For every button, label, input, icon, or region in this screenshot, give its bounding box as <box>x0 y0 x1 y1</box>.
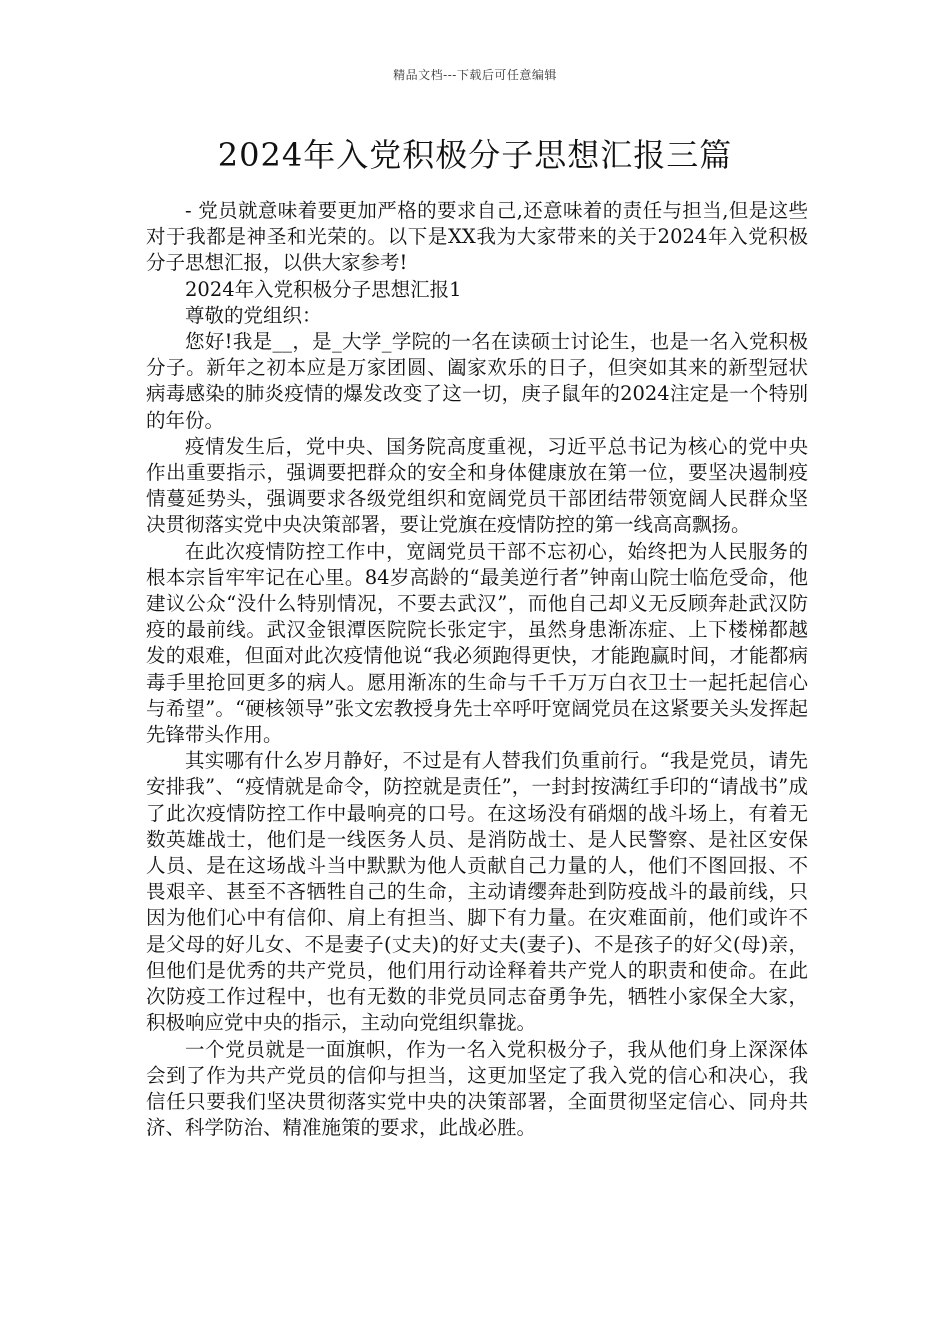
document-body <box>146 198 808 1141</box>
paragraph: 一个党员就是一面旗帜，作为一名入党积极分子，我从他们身上深深体会到了作为共产党员的信仰与担当，这更加坚定了我入党的信心和决心，我信任只要我们坚决贯彻落实党中央的决策部署，全面贯彻坚定信心、同舟共济、科学防治、精准施策的要求，此战必胜。 <box>146 1037 808 1140</box>
paragraph-intro: - 党员就意味着要更加严格的要求自己,还意味着的责任与担当,但是这些对于我都是神圣和光荣的。以下是XX我为大家带来的关于2024年入党积极分子思想汇报，以供大家参考! <box>146 199 808 275</box>
document-title: 2024年入党积极分子思想汇报三篇 <box>217 136 733 174</box>
paragraph: 疫情发生后，党中央、国务院高度重视，习近平总书记为核心的党中央作出重要指示，强调要把群众的安全和身体健康放在第一位，要坚决遏制疫情蔓延势头，强调要求各级党组织和宽阔党员干部团结带领宽阔人民群众坚决贯彻落实党中央决策部署，要让党旗在疫情防控的第一线高高飘扬。 <box>146 434 808 537</box>
paragraph: 在此次疫情防控工作中，宽阔党员干部不忘初心，始终把为人民服务的根本宗旨牢牢记在心里。84岁高龄的“最美逆行者”钟南山院士临危受命，他建议公众“没什么特别情况，不要去武汉”，而他自己却义无反顾奔赴武汉防疫的最前线。武汉金银潭医院院长张定宇，虽然身患渐冻症、上下楼梯都越发的艰难，但面对此次疫情他说“我必须跑得更快，才能跑赢时间，才能都病毒手里抢回更多的病人。愿用渐冻的生命与千千万万白衣卫士一起托起信心与希望”。“硬核领导”张文宏教授身先士卒呼吁宽阔党员在这紧要关头发挥起先锋带头作用。 <box>146 539 808 747</box>
paragraph: 您好!我是__，是_大学_学院的一名在读硕士讨论生，也是一名入党积极分子。新年之初本应是万家团圆、阖家欢乐的日子，但突如其来的新型冠状病毒感染的肺炎疫情的爆发改变了这一切，庚子鼠年的2024注定是一个特别的年份。 <box>146 330 808 432</box>
paragraph: 其实哪有什么岁月静好，不过是有人替我们负重前行。“我是党员，请先安排我”、“疫情就是命令，防控就是责任”，一封封按满红手印的“请战书”成了此次疫情防控工作中最响亮的口号。在这场没有硝烟的战斗场上，有着无数英雄战士，他们是一线医务人员、是消防战士、是人民警察、是社区安保人员、是在这场战斗当中默默为他人贡献自己力量的人，他们不图回报、不畏艰辛、甚至不吝牺牲自己的生命，主动请缨奔赴到防疫战斗的最前线，只因为他们心中有信仰、肩上有担当、脚下有力量。在灾难面前，他们或许不是父母的好儿女、不是妻子(丈夫)的好丈夫(妻子)、不是孩子的好父(母)亲，但他们是优秀的共产党员，他们用行动诠释着共产党人的职责和使命。在此次防疫工作过程中，也有无数的非党员同志奋勇争先，牺牲小家保全大家，积极响应党中央的指示，主动向党组织靠拢。 <box>146 749 808 1035</box>
section-heading: 2024年入党积极分子思想汇报1 <box>185 277 462 301</box>
salutation: 尊敬的党组织： <box>185 303 322 327</box>
header-note: 精品文档---下载后可任意编辑 <box>393 68 557 82</box>
